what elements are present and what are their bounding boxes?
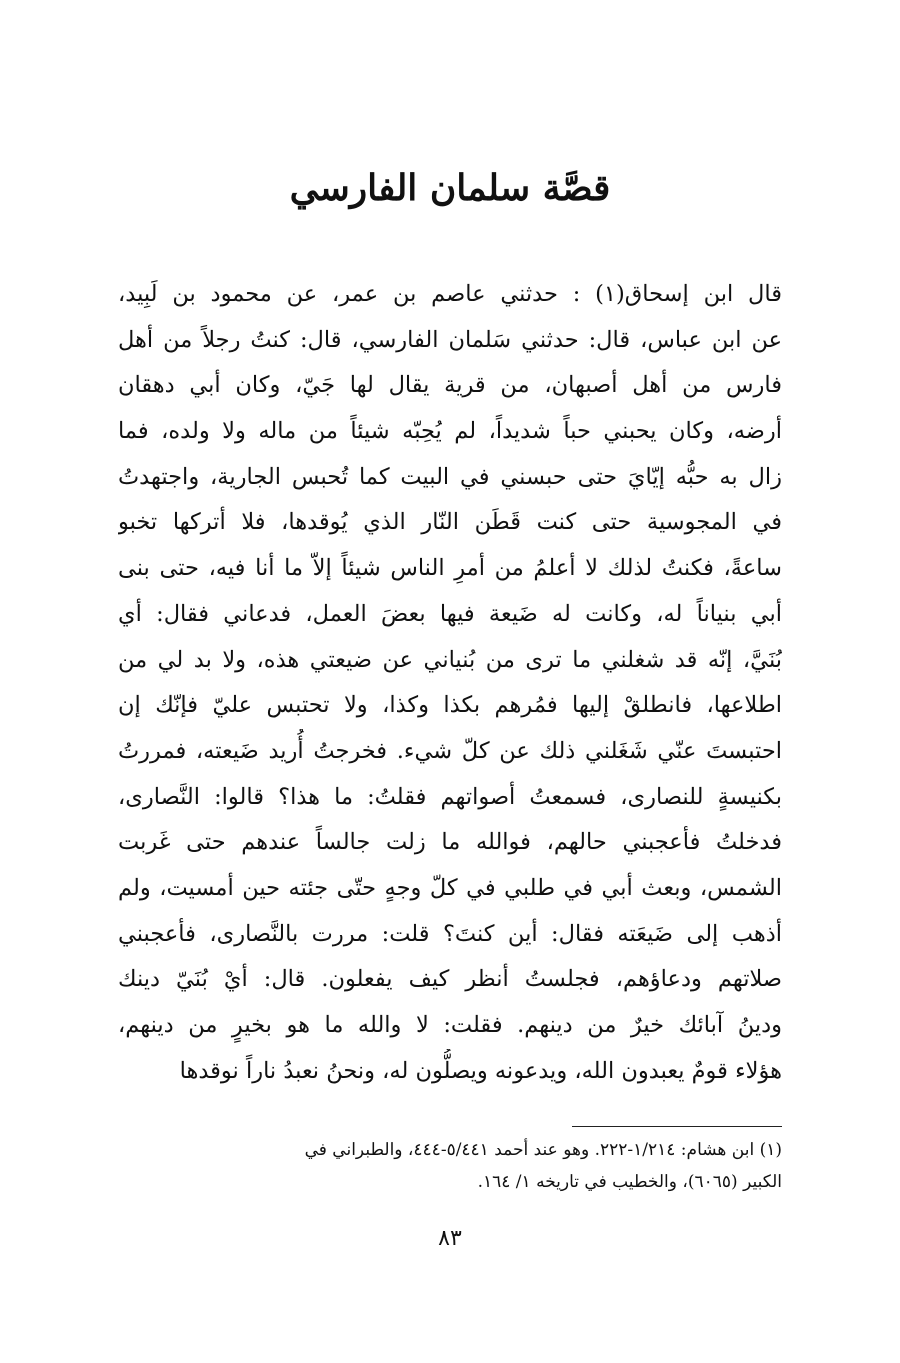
text-line: في المجوسية حتى كنت قَطَن النّار الذي يُوقدها، فلا أتركها تخبو bbox=[118, 509, 782, 536]
text-line: صلاتهم ودعاؤهم، فجلستُ أنظر كيف يفعلون. قال: أيْ بُنَيّ دينك bbox=[118, 966, 782, 993]
footnote bbox=[118, 1134, 782, 1198]
footnote-line: الكبير (٦٠٦٥)، والخطيب في تاريخه ١/ ١٦٤. bbox=[477, 1172, 782, 1192]
text-line: زال به حبُّه إيّايَ حتى حبسني في البيت كما تُحبس الجارية، واجتهدتُ bbox=[118, 463, 782, 490]
text-line: عن ابن عباس، قال: حدثني سَلمان الفارسي، قال: كنتُ رجلاً من أهل bbox=[118, 326, 782, 353]
text-line: هؤلاء قومٌ يعبدون الله، ويدعونه ويصلُّون له، ونحنُ نعبدُ ناراً نوقدها bbox=[179, 1057, 782, 1084]
text-line: أبي بنياناً له، وكانت له ضَيعة فيها بعضَ العمل، فدعاني فقال: أي bbox=[118, 600, 782, 627]
text-line: بكنيسةٍ للنصارى، فسمعتُ أصواتهم فقلتُ: ما هذا؟ قالوا: النَّصارى، bbox=[118, 783, 782, 810]
text-line: اطلاعها، فانطلقْ إليها فمُرهم بكذا وكذا، ولا تحتبس عليّ فإنّك إن bbox=[118, 692, 782, 719]
text-line: ودينُ آبائك خيرٌ من دينهم. فقلت: لا والله ما هو بخيرٍ من دينهم، bbox=[118, 1012, 782, 1038]
text-line: بُنَيَّ، إنّه قد شغلني ما ترى من بُنياني عن ضيعتي هذه، ولا بد لي من bbox=[118, 646, 782, 673]
text-line: أذهب إلى ضَيعَته فقال: أين كنتَ؟ قلت: مررت بالنَّصارى، فأعجبني bbox=[118, 920, 782, 947]
text-line: أرضه، وكان يحبني حباً شديداً، لم يُحِبّه شيئاً من ماله ولا ولده، فما bbox=[118, 418, 782, 445]
body-text bbox=[118, 272, 782, 1094]
text-line: ساعةً، فكنتُ لذلك لا أعلمُ من أمرِ الناس شيئاً إلاّ ما أنا فيه، حتى بنى bbox=[118, 555, 782, 582]
chapter-title: قصَّة سلمان الفارسي bbox=[289, 167, 611, 209]
text-line: قال ابن إسحاق(١) : حدثني عاصم بن عمر، عن محمود بن لَبِيد، bbox=[118, 281, 782, 307]
footnote-line: (١) ابن هشام: ١/٢١٤-٢٢٢. وهو عند أحمد ٥/٤٤١-٤٤٤، والطبراني في bbox=[304, 1140, 782, 1160]
page-number: ٨٣ bbox=[438, 1226, 462, 1251]
text-line: الشمس، وبعث أبي في طلبي في كلّ وجهٍ حتّى جئته حين أمسيت، ولم bbox=[118, 874, 782, 901]
text-line: احتبستَ عنّي شَغَلني ذلك عن كلّ شيء. فخرجتُ أُريد ضَيعته، فمررتُ bbox=[118, 737, 782, 764]
footnote-divider bbox=[572, 1126, 782, 1127]
text-line: فارس من أهل أصبهان، من قرية يقال لها جَيّ، وكان أبي دهقان bbox=[118, 372, 782, 399]
text-line: فدخلتُ فأعجبني حالهم، فوالله ما زلت جالساً عندهم حتى غَربت bbox=[118, 829, 782, 856]
